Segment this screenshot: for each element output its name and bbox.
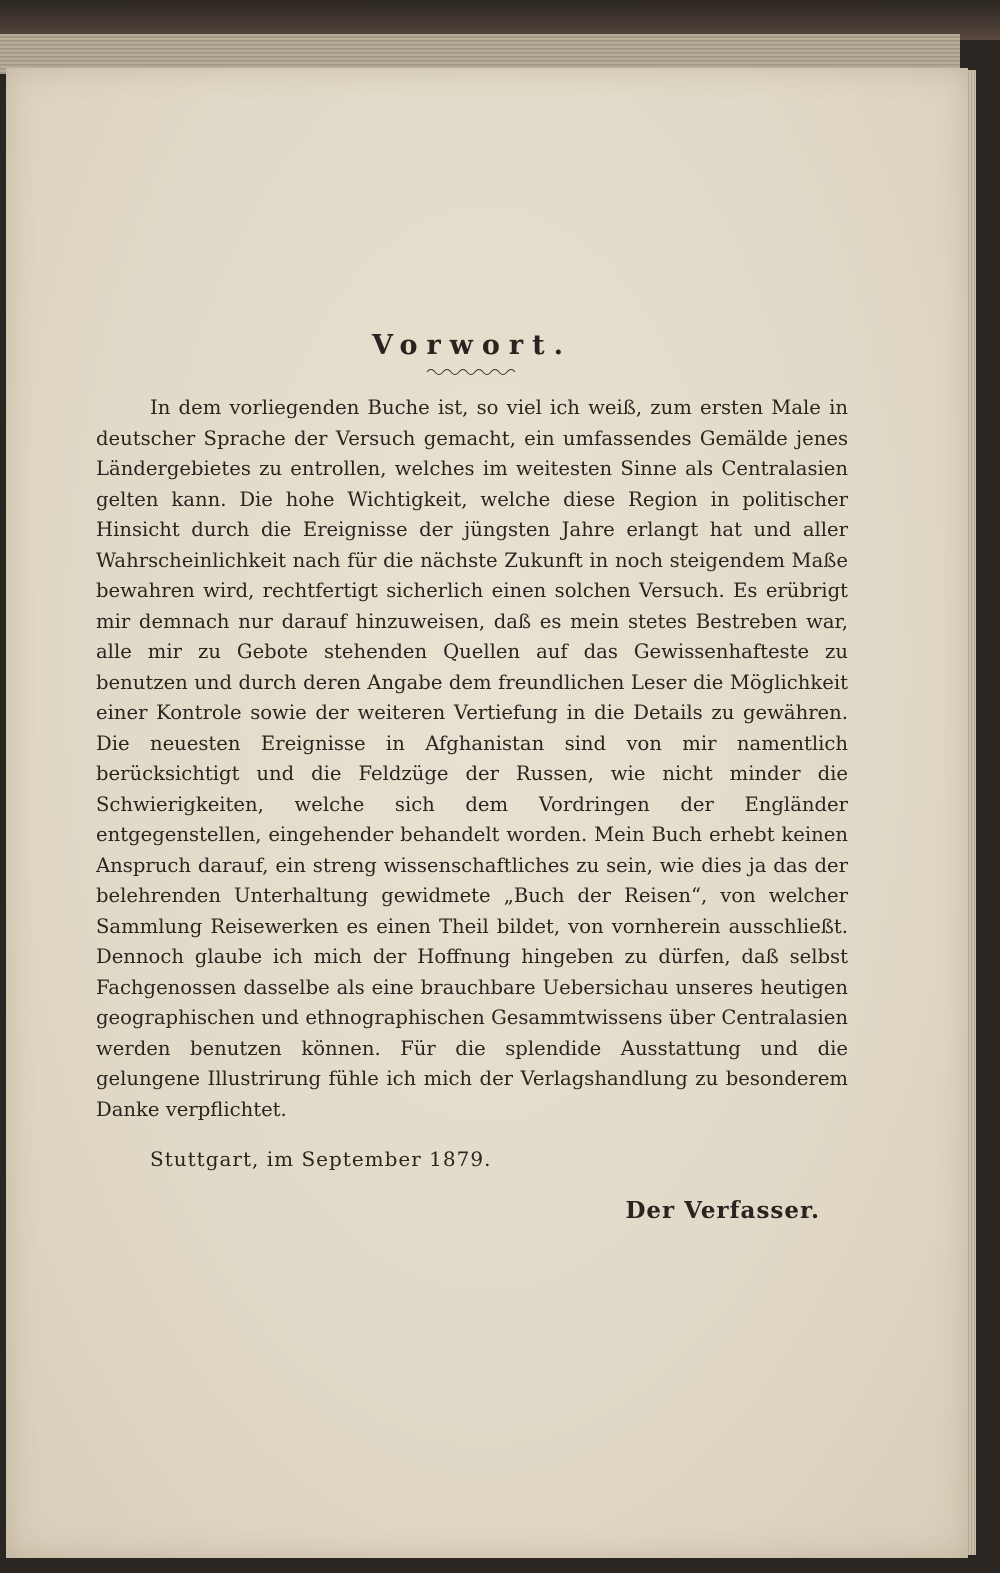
preface-body: In dem vorliegenden Buche ist, so viel ich weiß, zum ersten Male in deutscher Sprache der Versuch gemacht, ein umfassendes Gemälde jenes Ländergebietes zu entrollen, welches im weitesten Sinne als Centralasien gelten kann. Die hohe Wichtigkeit, welche diese Region in politischer Hinsicht durch die Ereignisse der jüngsten Jahre erlangt hat und aller Wahrscheinlichkeit nach für die nächste Zukunft in noch steigendem Maße bewahren wird, rechtfertigt sicherlich einen solchen Versuch. Es erübrigt mir demnach nur darauf hinzuweisen, daß es mein stetes Bestreben war, alle mir zu Gebote stehenden Quellen auf das Gewissenhafteste zu benutzen und durch deren Angabe dem freundlichen Leser die Möglichkeit einer Kontrole sowie der weiteren Vertiefung in die Details zu gewähren. Die neuesten Ereignisse in Afghanistan sind von mir namentlich berücksichtigt und die Feldzüge der Russen, wie nicht minder die Schwierigkeiten, welche sich dem Vordringen der Engländer entgegenstellen, eingehender behandelt worden. Mein Buch erhebt keinen Anspruch darauf, ein streng wissenschaftliches zu sein, wie dies ja das der belehrenden Unterhaltung gewidmete „Buch der Reisen“, von welcher Sammlung Reisewerken es einen Theil bildet, von vornherein ausschließt. Dennoch glaube ich mich der Hoffnung hingeben zu dürfen, daß selbst Fachgenossen dasselbe als eine brauchbare Uebersichau unseres heutigen geographischen und ethnographischen Gesammtwissens über Centralasien werden benutzen können. Für die splendide Ausstattung und die gelungene Illustrirung fühle ich mich der Verlagshandlung zu besonderem Danke verpflichtet. [96,396,848,1121]
page-title: Vorwort. [371,330,573,361]
place-date: Stuttgart, im September 1879. [150,1147,492,1171]
page-content [96,330,848,1224]
wave-ornament [425,365,519,379]
author-signature: Der Verfasser. [625,1197,820,1224]
